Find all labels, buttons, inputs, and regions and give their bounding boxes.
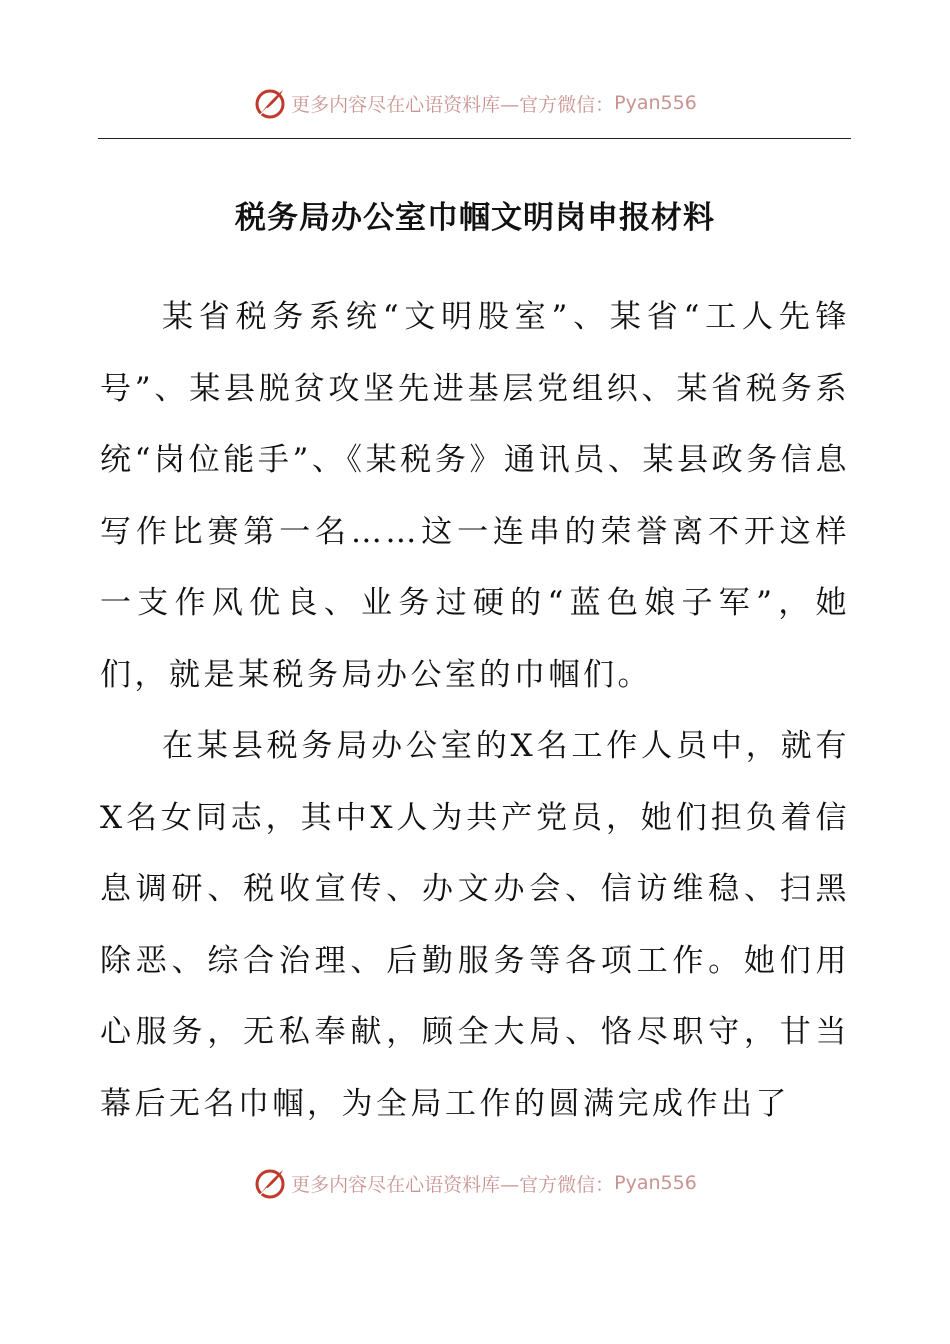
footer-banner-text: 更多内容尽在心语资料库—官方微信： — [291, 1173, 615, 1196]
paragraph: 某省税务系统“文明股室”、某省“工人先锋号”、某县脱贫攻坚先进基层党组织、某省税务系统“岗位能手”、《某税务》通讯员、某县政务信息写作比赛第一名……这一连串的荣誉离不开这样一支作风优良、业务过硬的“蓝色娘子军”，她们，就是某税务局办公室的巾帼们。 — [100, 299, 850, 693]
header-banner-brand: Pyan556 — [614, 92, 697, 114]
footer-banner-brand: Pyan556 — [614, 1172, 697, 1194]
header-banner-text: 更多内容尽在心语资料库—官方微信： — [291, 93, 615, 116]
footer-banner — [0, 1163, 950, 1203]
document-title: 税务局办公室巾帼文明岗申报材料 — [235, 200, 715, 236]
header-divider — [98, 138, 851, 139]
header-banner — [0, 83, 950, 123]
feather-quill-logo-icon — [253, 86, 287, 120]
paragraph: 在某县税务局办公室的X名工作人员中，就有X名女同志，其中X人为共产党员，她们担负着信息调研、税收宣传、办文办会、信访维稳、扫黑除恶、综合治理、后勤服务等各项工作。她们用心服务，无私奉献，顾全大局、恪尽职守，甘当幕后无名巾帼，为全局工作的圆满完成作出了 — [100, 728, 850, 1122]
feather-quill-logo-icon — [253, 1166, 287, 1200]
document-body — [100, 282, 850, 1140]
